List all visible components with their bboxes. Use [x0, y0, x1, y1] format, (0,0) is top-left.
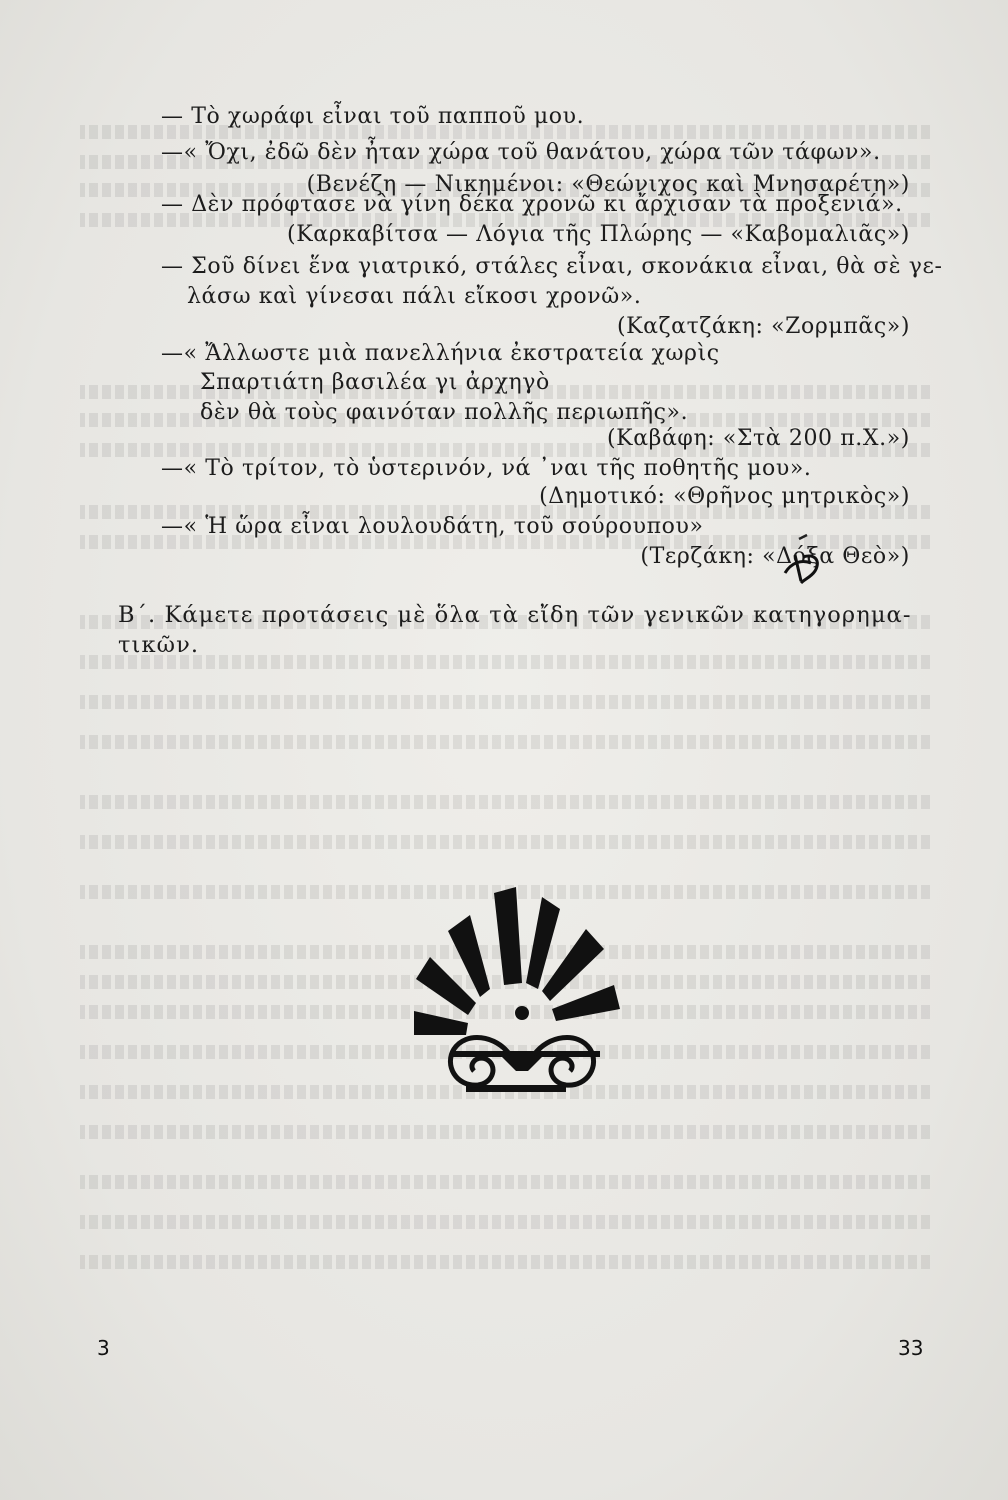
quote-line: — Τὸ χωράφι εἶναι τοῦ παπποῦ μου.	[161, 104, 585, 129]
quote-source: (Τερζάκη: «Δόξα Θεὸ»)	[640, 544, 910, 569]
quote-source: (Καζατζάκη: «Ζορμπᾶς»)	[616, 314, 910, 339]
quote-line: —« Ὄχι, ἐδῶ δὲν ἦταν χώρα τοῦ θανάτου, χώρα τῶν τάφων».	[161, 140, 881, 165]
quote-source: (Καβάφη: «Στὰ 200 π.Χ.»)	[606, 426, 910, 451]
exercise-instruction-continued: τικῶν.	[118, 632, 200, 658]
quote-line: — Δὲν πρόφτασε νὰ γίνη δέκα χρονῶ κι ἄρχισαν τὰ προξενιά».	[161, 192, 903, 217]
handwritten-correction-mark	[781, 533, 831, 588]
quote-line: Σπαρτιάτη βασιλέα γι ἀρχηγὸ	[200, 370, 550, 395]
quote-line: —« Τὸ τρίτον, τὸ ὑστερινόν, νά ᾽ναι τῆς ποθητῆς μου».	[161, 456, 812, 481]
quote-source: (Καρκαβίτσα — Λόγια τῆς Πλώρης — «Καβομαλιᾶς»)	[287, 222, 910, 247]
palmette-anthemion-ornament	[410, 885, 620, 1115]
quote-line: λάσω καὶ γίνεσαι πάλι εἴκοσι χρονῶ».	[187, 284, 642, 309]
exercise-instruction: Β΄. Κάμετε προτάσεις μὲ ὅλα τὰ εἴδη τῶν γενικῶν κατηγορημα-	[118, 602, 912, 628]
quote-line: — Σοῦ δίνει ἕνα γιατρικό, στάλες εἶναι, σκονάκια εἶναι, θὰ σὲ γε-	[161, 254, 943, 279]
quote-source: (Βενέζη — Νικημένοι: «Θεώνιχος καὶ Μνησαρέτη»)	[306, 172, 910, 197]
quote-line: δὲν θὰ τοὺς φαινόταν πολλῆς περιωπῆς».	[200, 400, 689, 425]
printer-signature-mark: 3	[97, 1336, 110, 1360]
quote-line: —« Ἄλλωστε μιὰ πανελλήνια ἐκστρατεία χωρὶς	[161, 341, 720, 366]
quote-source: (Δημοτικό: «Θρῆνος μητρικὸς»)	[539, 484, 910, 509]
page-number: 33	[898, 1336, 924, 1360]
quote-line: —« Ἡ ὥρα εἶναι λουλουδάτη, τοῦ σούρουπου»	[161, 514, 704, 539]
